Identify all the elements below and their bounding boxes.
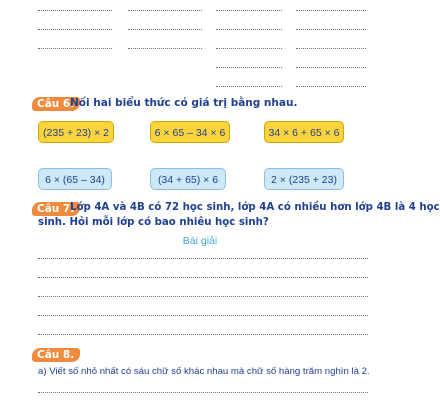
solution-line [38,277,368,278]
answer-dots [128,10,202,11]
expression-box[interactable]: 2 × (235 + 23) [264,168,344,190]
expression-box[interactable]: 6 × (65 – 34) [38,168,112,190]
answer-dots [128,48,202,49]
answer-dots [296,29,366,30]
answer-dots [296,67,366,68]
answer-dots [216,10,282,11]
expression-box[interactable]: (34 + 65) × 6 [150,168,226,190]
answer-dots [38,10,112,11]
solution-line [38,296,368,297]
solution-line [38,258,368,259]
question-7-line2: sinh. Hỏi mỗi lớp có bao nhiêu học sinh? [38,217,269,228]
expression-box[interactable]: 6 × 65 – 34 × 6 [150,121,230,143]
answer-dots [216,29,282,30]
answer-dots [296,10,366,11]
question-8-part-a: a) Viết số nhỏ nhất có sáu chữ số khác nhau mà chữ số hàng trăm nghìn là 2. [38,366,370,377]
expression-box[interactable]: (235 + 23) × 2 [38,121,114,143]
question-7-line1: Lớp 4A và 4B có 72 học sinh, lớp 4A có nhiều hơn lớp 4B là 4 học [70,202,440,213]
answer-dots [38,48,112,49]
solution-line [38,334,368,335]
solution-line [38,315,368,316]
question-8-badge: Câu 8. [32,348,80,362]
question-6-text: Nối hai biểu thức có giá trị bằng nhau. [70,97,298,109]
answer-dots [296,86,366,87]
question-6-badge: Câu 6. [32,97,80,111]
solution-label: Bài giải [182,235,218,247]
question-7-badge: Câu 7. [32,202,80,216]
answer-dots [38,29,112,30]
answer-dots [216,48,282,49]
answer-dots [216,67,282,68]
expression-box[interactable]: 34 × 6 + 65 × 6 [264,121,344,143]
answer-dots [128,29,202,30]
answer-dots [296,48,366,49]
answer-dots [216,86,282,87]
answer-line [38,392,368,393]
